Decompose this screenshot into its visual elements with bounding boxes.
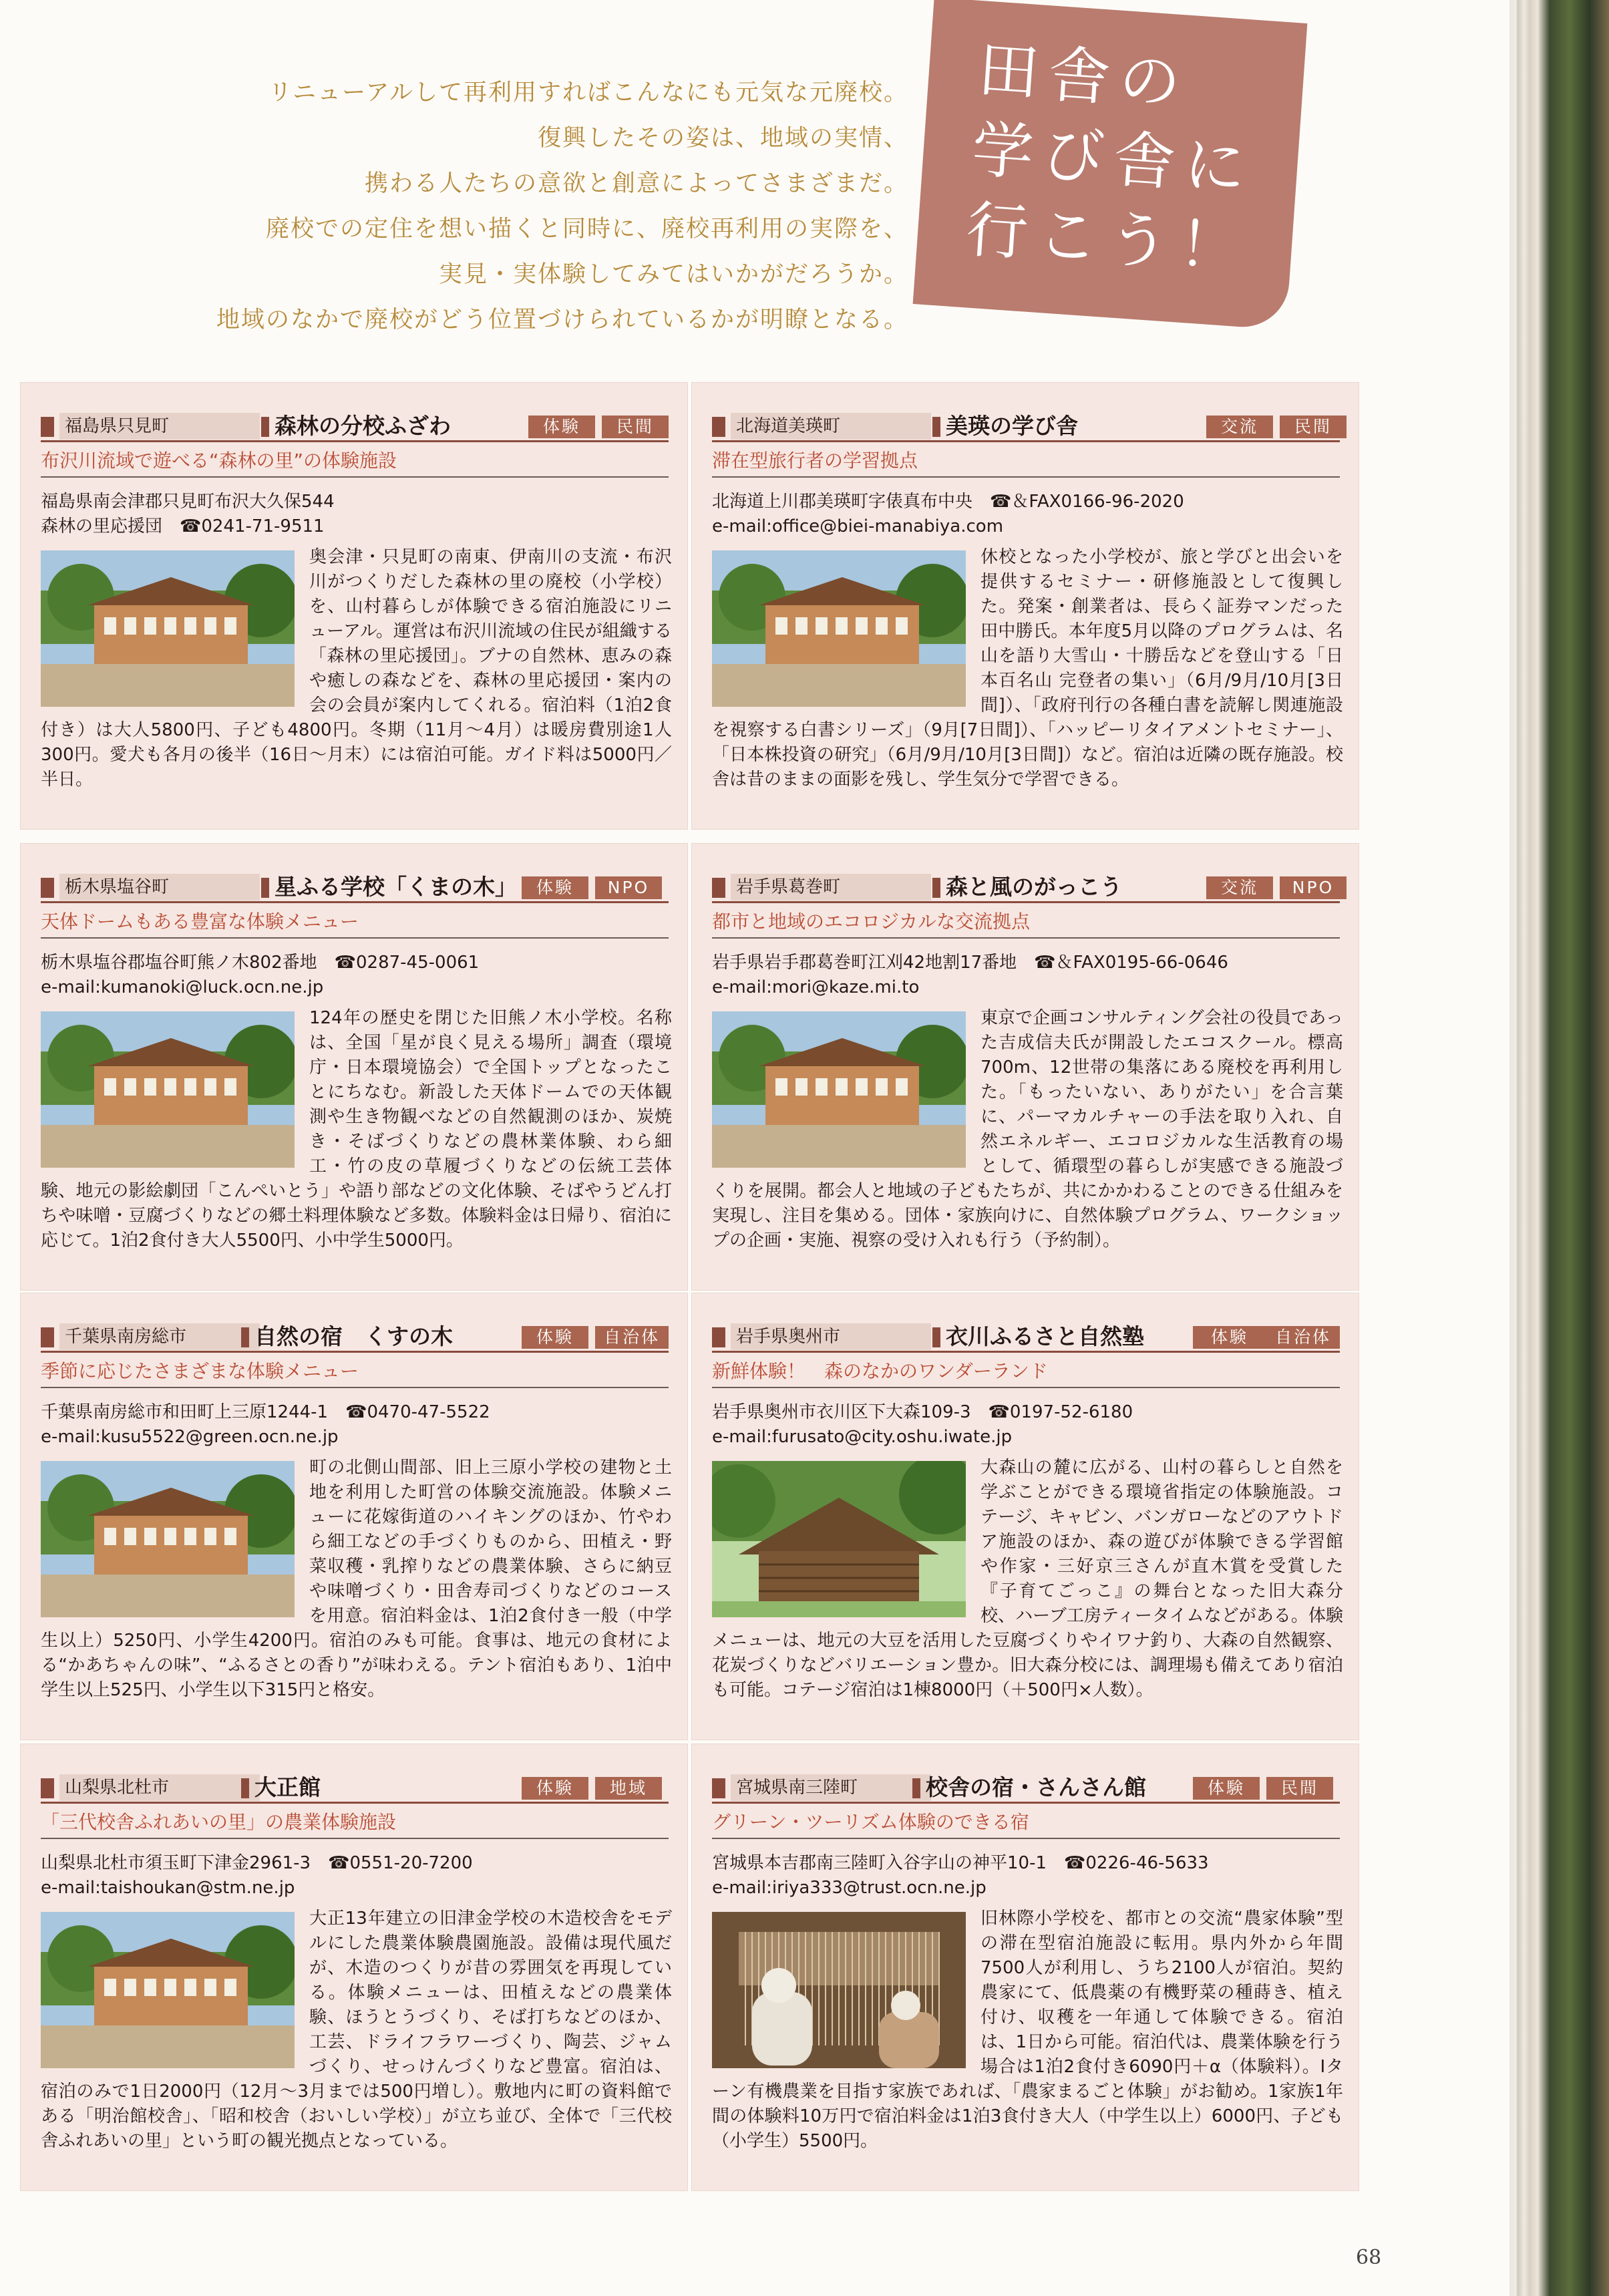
prefecture-label: 栃木県塩谷町 xyxy=(59,874,260,900)
header-rule xyxy=(712,440,1340,442)
intro-text xyxy=(120,70,908,343)
facility-description xyxy=(712,1006,1343,1253)
subtitle-rule xyxy=(41,1838,669,1839)
school-photo xyxy=(41,550,295,707)
school-photo xyxy=(712,1011,966,1168)
title-line: 学び舎に xyxy=(969,114,1258,205)
facility-address: 山梨県北杜市須玉町下津金2961-3 ☎0551-20-7200 xyxy=(41,1853,473,1873)
header-rule xyxy=(41,440,669,442)
category-tag: 体験 xyxy=(1193,1777,1260,1800)
facility-card xyxy=(20,1293,688,1740)
header-rule xyxy=(41,901,669,903)
facility-description xyxy=(712,545,1343,792)
school-photo xyxy=(712,550,966,707)
description-text: 大正13年建立の旧津金学校の木造校舎をモデルにした農業体験農園施設。設備は現代風だが、木造のつくりが昔の雰囲気を再現している。体験メニューは、田植えなどの農業体験、ほうとうづくり、そば打ちなどのほか、工芸、ドライフラワーづくり、陶芸、ジャムづくり、せっけんづくりなど豊富。宿泊は、宿泊のみで1日2000円（12月～3月までは500円増し）。敷地内に町の資料館である「明治館校舎」、「昭和校舎（おいしい学校）」が立ち並び、全体で「三代校舎ふれあいの里」という町の観光拠点となっている。 xyxy=(41,1909,672,2151)
facility-description xyxy=(41,1907,672,2154)
facility-address: 福島県南会津郡只見町布沢大久保544 xyxy=(41,492,335,512)
name-marker xyxy=(241,1778,249,1798)
weaving-photo xyxy=(712,1912,966,2068)
category-tag: 体験 xyxy=(1193,1326,1266,1349)
card-header xyxy=(712,413,1340,440)
facility-name: 校舎の宿・さんさん館 xyxy=(926,1774,1146,1800)
facility-subtitle: 都市と地域のエコロジカルな交流拠点 xyxy=(712,911,1031,933)
facility-name: 美瑛の学び舎 xyxy=(946,413,1078,439)
category-tag: 体験 xyxy=(522,876,588,899)
facility-name: 大正館 xyxy=(254,1774,321,1800)
facility-name: 森林の分校ふざわ xyxy=(275,413,451,439)
prefecture-marker xyxy=(41,1778,54,1798)
facility-description xyxy=(41,1456,672,1703)
prefecture-label: 岩手県葛巻町 xyxy=(731,874,931,900)
operator-tag: 民間 xyxy=(1280,416,1347,438)
name-marker xyxy=(261,417,269,437)
header-rule xyxy=(712,1351,1340,1353)
operator-tag: 地域 xyxy=(595,1777,662,1800)
subtitle-rule xyxy=(41,476,669,478)
header-rule xyxy=(712,901,1340,903)
description-text: 奥会津・只見町の南東、伊南川の支流・布沢川がつくりだした森林の里の廃校（小学校）を、山村暮らしが体験できる宿泊施設にリニューアル。運営は布沢川流域の住民が組織する「森林の里応援団」。ブナの自然林、恵みの森や癒しの森などを、森林の里応援団・案内の会の会員が案内してくれる。宿泊料（1泊2食付き）は大人5800円、子ども4800円。冬期（11月～4月）は暖房費別途1人300円。愛犬も各月の後半（16日～月末）には宿泊可能。ガイド料は5000円／半日。 xyxy=(41,547,672,790)
facility-address: 千葉県南房総市和田町上三原1244-1 ☎0470-47-5522 xyxy=(41,1402,490,1422)
operator-tag: 民間 xyxy=(602,416,669,438)
subtitle-rule xyxy=(41,1387,669,1388)
prefecture-label: 千葉県南房総市 xyxy=(59,1323,260,1350)
operator-tag: 自治体 xyxy=(595,1326,669,1349)
facility-card xyxy=(691,1744,1359,2191)
prefecture-marker xyxy=(712,1778,725,1798)
intro-line: 実見・実体験してみてはいかがだろうか。 xyxy=(438,261,908,288)
subtitle-rule xyxy=(712,1838,1340,1839)
description-text: 大森山の麓に広がる、山村の暮らしと自然を学ぶことができる環境省指定の体験施設。コテージ、キャビン、バンガローなどのアウトドア施設のほか、森の遊びが体験できる学習館や作家・三好京三さんが直木賞を受賞した『子育てごっこ』の舞台となった旧大森分校、ハーブ工房ティータイムなどがある。体験メニューは、地元の大豆を活用した豆腐づくりやイワナ釣り、大森の自然観察、花炭づくりなどバリエーション豊か。旧大森分校には、調理場も備えてあり宿泊も可能。コテージ宿泊は1棟8000円（＋500円×人数）。 xyxy=(712,1458,1343,1700)
facility-address: 北海道上川郡美瑛町字俵真布中央 ☎＆FAX0166-96-2020 xyxy=(712,492,1184,512)
operator-tag: 民間 xyxy=(1266,1777,1333,1800)
subtitle-rule xyxy=(712,476,1340,478)
school-photo xyxy=(41,1461,295,1617)
prefecture-label: 宮城県南三陸町 xyxy=(731,1774,931,1801)
facility-contact: e-mail:taishoukan@stm.ne.jp xyxy=(41,1878,295,1898)
cabin-photo xyxy=(712,1461,966,1617)
card-header xyxy=(712,1774,1340,1801)
description-text: 町の北側山間部、旧上三原小学校の建物と土地を利用した町営の体験交流施設。体験メニューに花嫁街道のハイキングのほか、竹やわら細工などの手づくりものから、田植え・野菜収穫・乳搾りなどの農業体験、さらに納豆や味噌づくり・田舎寿司づくりなどのコースを用意。宿泊料金は、1泊2食付き一般（中学生以上）5250円、小学生4200円。宿泊のみも可能。食事は、地元の食材による“かあちゃんの味”、“ふるさとの香り”が味わえる。テント宿泊もあり、1泊中学生以上525円、小学生以下315円と格安。 xyxy=(41,1458,672,1700)
prefecture-label: 山梨県北杜市 xyxy=(59,1774,260,1801)
category-tag: 体験 xyxy=(528,416,595,438)
operator-tag: NPO xyxy=(595,876,662,899)
category-tag: 交流 xyxy=(1206,416,1273,438)
card-header xyxy=(41,874,669,900)
prefecture-marker xyxy=(41,417,54,437)
prefecture-marker xyxy=(712,878,725,898)
facility-address: 岩手県奥州市衣川区下大森109-3 ☎0197-52-6180 xyxy=(712,1402,1133,1422)
facility-address: 栃木県塩谷郡塩谷町熊ノ木802番地 ☎0287-45-0061 xyxy=(41,953,480,973)
name-marker xyxy=(932,878,940,898)
facility-name: 自然の宿 くすの木 xyxy=(254,1323,453,1349)
name-marker xyxy=(932,417,940,437)
subtitle-rule xyxy=(41,937,669,939)
card-header xyxy=(41,1774,669,1801)
operator-tag: 自治体 xyxy=(1266,1326,1340,1349)
prefecture-marker xyxy=(712,1327,725,1347)
prefecture-marker xyxy=(41,1327,54,1347)
facility-card xyxy=(20,1744,688,2191)
prefecture-label: 岩手県奥州市 xyxy=(731,1323,931,1350)
facility-subtitle: 滞在型旅行者の学習拠点 xyxy=(712,450,918,472)
facility-description xyxy=(712,1907,1343,2154)
prefecture-marker xyxy=(712,417,725,437)
facility-contact: e-mail:kumanoki@luck.ocn.ne.jp xyxy=(41,977,324,997)
intro-line: リニューアルして再利用すればこんなにも元気な元廃校。 xyxy=(268,79,908,106)
facility-subtitle: 新鮮体験！ 森のなかのワンダーランド xyxy=(712,1360,1048,1382)
facility-subtitle: 天体ドームもある豊富な体験メニュー xyxy=(41,911,359,933)
page-edge-decoration xyxy=(1509,0,1609,2296)
title-line: 田舎の xyxy=(975,33,1192,120)
subtitle-rule xyxy=(712,937,1340,939)
header-rule xyxy=(41,1351,669,1353)
category-tag: 体験 xyxy=(522,1777,588,1800)
description-text: 旧林際小学校を、都市との交流“農家体験”型の滞在型宿泊施設に転用。県内外から年間7500人が利用し、うち2100人が宿泊。契約農家にて、低農薬の有機野菜の種蒔き、植え付け、収穫を一年通して体験できる。宿泊は、1日から可能。宿泊代は、農業体験を行う場合は1泊2食付き6090円＋α（体験料）。Iターン有機農業を目指す家族であれば、「農家まるごと体験」がお勧め。1家族1年間の体験料10万円で宿泊料金は1泊3食付き大人（中学生以上）6000円、子ども（小学生）5500円。 xyxy=(712,1909,1343,2151)
header-rule xyxy=(41,1802,669,1804)
facility-subtitle: グリーン・ツーリズム体験のできる宿 xyxy=(712,1811,1029,1833)
facility-subtitle: 季節に応じたさまざまな体験メニュー xyxy=(41,1360,359,1382)
intro-line: 地域のなかで廃校がどう位置づけられているかが明瞭となる。 xyxy=(216,307,908,333)
name-marker xyxy=(932,1327,940,1347)
facility-subtitle: 布沢川流域で遊べる“森林の里”の体験施設 xyxy=(41,450,397,472)
operator-tag: NPO xyxy=(1280,876,1347,899)
intro-line: 廃校での定住を想い描くと同時に、廃校再利用の実際を、 xyxy=(265,216,908,242)
intro-line: 携わる人たちの意欲と創意によってさまざまだ。 xyxy=(364,170,908,197)
name-marker xyxy=(912,1778,920,1798)
facility-subtitle: 「三代校舎ふれあいの里」の農業体験施設 xyxy=(41,1811,397,1833)
facility-contact: e-mail:kusu5522@green.ocn.ne.jp xyxy=(41,1427,339,1447)
facility-contact: 森林の里応援団 ☎0241-71-9511 xyxy=(41,516,325,536)
facility-name: 森と風のがっこう xyxy=(946,874,1122,900)
card-header xyxy=(41,413,669,440)
facility-contact: e-mail:office@biei-manabiya.com xyxy=(712,516,1004,536)
facility-address: 岩手県岩手郡葛巻町江刈42地割17番地 ☎＆FAX0195-66-0646 xyxy=(712,953,1228,973)
facility-card xyxy=(20,843,688,1291)
category-tag: 交流 xyxy=(1206,876,1273,899)
prefecture-label: 福島県只見町 xyxy=(59,413,260,440)
intro-line: 復興したその姿は、地域の実情、 xyxy=(537,125,908,152)
card-header xyxy=(712,874,1340,900)
facility-card xyxy=(691,382,1359,830)
facility-description xyxy=(41,545,672,792)
name-marker xyxy=(261,878,269,898)
card-header xyxy=(41,1323,669,1350)
facility-card xyxy=(691,843,1359,1291)
description-text: 東京で企画コンサルティング会社の役員であった吉成信夫氏が開設したエコスクール。標高700m、12世帯の集落にある廃校を再利用した。「もったいない、ありがたい」を合言葉に、パーマカルチャーの手法を取り入れ、自然エネルギー、エコロジカルな生活教育の場として、循環型の暮らしが実感できる施設づくりを展開。都会人と地域の子どもたちが、共にかかわることのできる仕組みを実現し、注目を集める。団体・家族向けに、自然体験プログラム、ワークショップの企画・実施、視察の受け入れも行う（予約制）。 xyxy=(712,1008,1343,1251)
facility-card xyxy=(691,1293,1359,1740)
prefecture-label: 北海道美瑛町 xyxy=(731,413,931,440)
facility-description xyxy=(41,1006,672,1253)
subtitle-rule xyxy=(712,1387,1340,1388)
description-text: 124年の歴史を閉じた旧熊ノ木小学校。名称は、全国「星が良く見える場所」調査（環境庁・日本環境協会）で全国トップとなったことにちなむ。新設した天体ドームでの天体観測や生き物観べなどの自然観測のほか、炭焼き・そばづくりなどの農林業体験、わら細工・竹の皮の草履づくりなどの伝統工芸体験、地元の影絵劇団「こんぺいとう」や語り部などの文化体験、そばやうどん打ちや味噌・豆腐づくりなどの郷土料理体験など多数。体験料金は日帰り、宿泊に応じて。1泊2食付き大人5500円、小中学生5000円。 xyxy=(41,1008,672,1251)
facility-contact: e-mail:mori@kaze.mi.to xyxy=(712,977,920,997)
prefecture-marker xyxy=(41,878,54,898)
facility-address: 宮城県本吉郡南三陸町入谷字山の神平10-1 ☎0226-46-5633 xyxy=(712,1853,1209,1873)
page-title xyxy=(964,29,1287,291)
category-tag: 体験 xyxy=(522,1326,588,1349)
facility-name: 星ふる学校「くまの木」 xyxy=(275,874,517,900)
header-rule xyxy=(712,1802,1340,1804)
card-header xyxy=(712,1323,1340,1350)
facility-contact: e-mail:furusato@city.oshu.iwate.jp xyxy=(712,1427,1013,1447)
facility-name: 衣川ふるさと自然塾 xyxy=(946,1323,1144,1349)
school-photo xyxy=(41,1912,295,2068)
facility-contact: e-mail:iriya333@trust.ocn.ne.jp xyxy=(712,1878,987,1898)
facility-description xyxy=(712,1456,1343,1703)
description-text: 休校となった小学校が、旅と学びと出会いを提供するセミナー・研修施設として復興した。発案・創業者は、長らく証券マンだった田中勝氏。本年度5月以降のプログラムは、名山を語り大雪山・十勝岳などを登山する「日本百名山 完登者の集い」（6月/9月/10月[3日間]）、「政府刊行の各種白書を読解し関連施設を視察する白書シリーズ」（9月[7日間]）、「ハッピーリタイアメントセミナー」、「日本株投資の研究」（6月/9月/10月[3日間]）など。宿泊は近隣の既存施設。校舎は昔のままの面影を残し、学生気分で学習できる。 xyxy=(712,547,1343,790)
facility-card xyxy=(20,382,688,830)
name-marker xyxy=(241,1327,249,1347)
page-number: 68 xyxy=(1356,2246,1382,2269)
title-line: 行こう！ xyxy=(964,193,1252,285)
school-photo xyxy=(41,1011,295,1168)
